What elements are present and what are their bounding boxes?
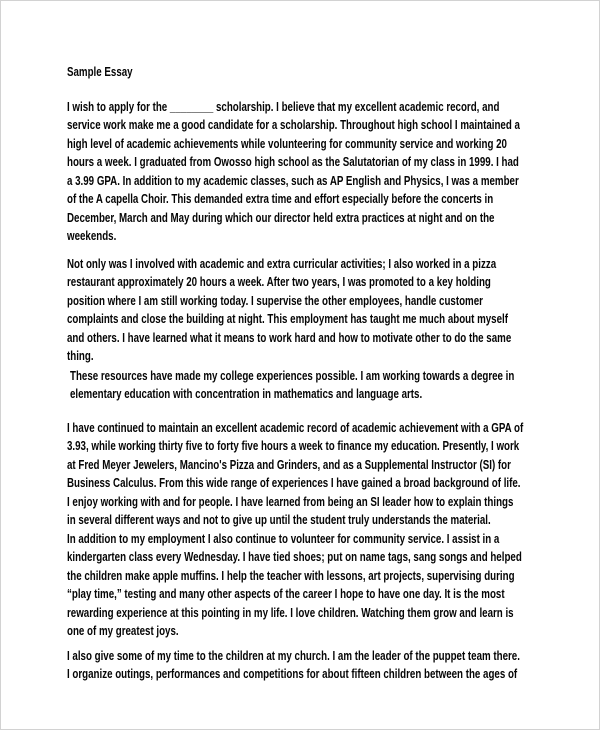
essay-paragraph (67, 419, 599, 641)
essay-line: I have continued to maintain an excellent academic record of academic achievement with a GPA of (67, 420, 524, 435)
essay-line: elementary education with concentration in mathematics and language arts. (70, 387, 423, 401)
essay-paragraph (67, 98, 599, 246)
essay-line: in several different ways and not to give up until the student truly understands the material. (67, 513, 491, 527)
essay-line: I wish to apply for the ________ scholarship. I believe that my excellent academic record, and (67, 99, 500, 114)
essay-line: complaints and close the building at night. This employment has taught me much about myself (67, 312, 508, 326)
essay-line: hours a week. I graduated from Owosso high school as the Salutatorian of my class in 1999. I had (67, 155, 519, 169)
document-title: Sample Essay (67, 65, 133, 79)
essay-paragraph (67, 367, 599, 404)
essay-line: I also give some of my time to the children at my church. I am the leader of the puppet team there. (67, 648, 520, 663)
essay-line: 3.93, while working thirty five to forty five hours a week to finance my education. Presently, I work (67, 439, 520, 453)
essay-line: and others. I have learned what it means to work hard and how to motivate other to do the same (67, 330, 512, 345)
essay-line: service work make me a good candidate for a scholarship. Throughout high school I maintained a (67, 118, 520, 132)
essay-line: Not only was I involved with academic and extra curricular activities; I also worked in a pizza (67, 256, 497, 271)
essay-line: thing. (67, 349, 94, 363)
essay-line: kindergarten class every Wednesday. I have tied shoes; put on name tags, sang songs and helped (67, 550, 522, 564)
document-title-row (67, 63, 599, 82)
essay-line: I enjoy working with and for people. I have learned from being an SI leader how to explain things (67, 494, 514, 509)
essay-line: high level of academic achievements while volunteering for community service and working 20 (67, 136, 507, 151)
essay-body (67, 98, 599, 684)
essay-line: a 3.99 GPA. In addition to my academic classes, such as AP English and Physics, I was a member (67, 173, 519, 188)
essay-paragraph (67, 255, 599, 366)
essay-line: “play time,” testing and many other aspects of the career I hope to have one day. It is the most (67, 587, 505, 601)
essay-line: of the A capella Choir. This demanded extra time and effort especially before the concerts in (67, 192, 494, 206)
essay-line: restaurant approximately 20 hours a week. After two years, I was promoted to a key holding (67, 275, 491, 289)
essay-paragraph (67, 647, 599, 684)
essay-line: Business Calculus. From this wide range of experiences I have gained a broad background of life. (67, 476, 521, 490)
essay-line: weekends. (67, 229, 117, 243)
essay-line: December, March and May during which our director held extra practices at night and on the (67, 210, 495, 225)
essay-line: rewarding experience at this pointing in my life. I love children. Watching them grow and learn is (67, 605, 514, 620)
essay-line: one of my greatest joys. (67, 624, 179, 638)
essay-line: In addition to my employment I also continue to volunteer for community service. I assist in a (67, 531, 500, 546)
essay-line: the children make apple muffins. I help the teacher with lessons, art projects, supervising during (67, 568, 515, 583)
essay-line: These resources have made my college experiences possible. I am working towards a degree in (70, 368, 515, 383)
essay-line: I organize outings, performances and competitions for about fifteen children between the ages of (67, 667, 518, 681)
document-content (1, 1, 599, 684)
essay-line: position where I am still working today. I supervise the other employees, handle customer (67, 293, 483, 308)
essay-line: at Fred Meyer Jewelers, Mancino's Pizza and Grinders, and as a Supplemental Instructor (SI) for (67, 457, 511, 472)
